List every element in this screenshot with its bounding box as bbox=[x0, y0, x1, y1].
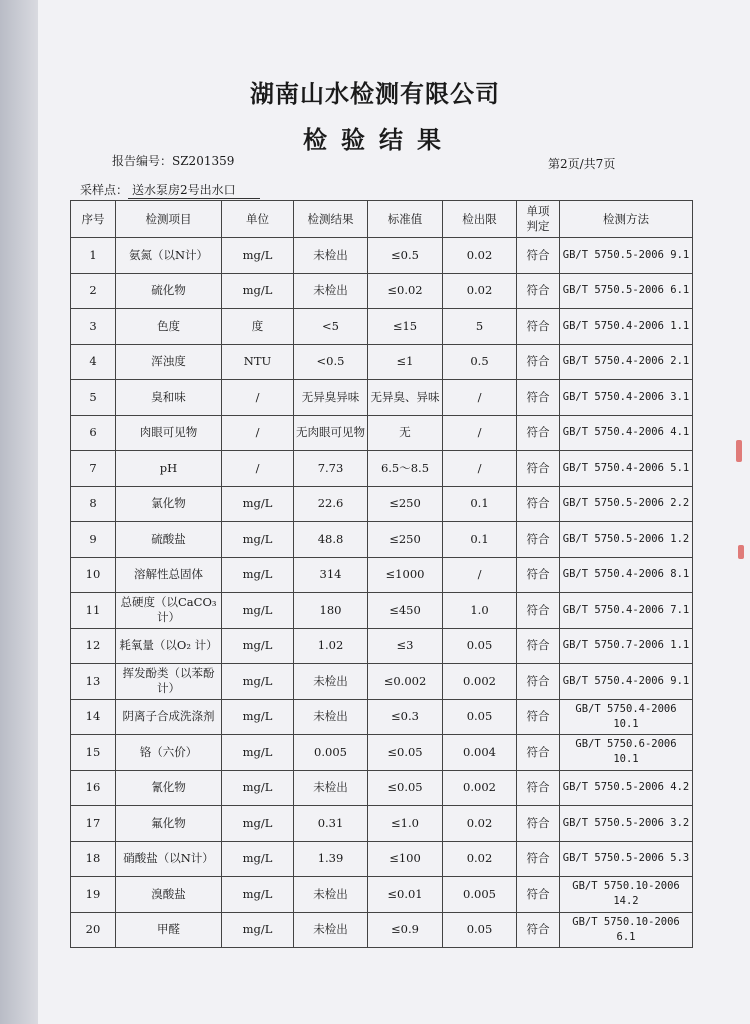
cell-no: 9 bbox=[71, 522, 116, 558]
cell-limit: 0.004 bbox=[443, 735, 517, 771]
cell-result: <5 bbox=[294, 309, 368, 345]
cell-limit: 0.1 bbox=[443, 486, 517, 522]
cell-item: 氯化物 bbox=[116, 486, 222, 522]
cell-method: GB/T 5750.5-2006 1.2 bbox=[560, 522, 693, 558]
cell-item: pH bbox=[116, 451, 222, 487]
cell-result: 未检出 bbox=[294, 770, 368, 806]
column-header-judgement: 单项判定 bbox=[517, 201, 560, 238]
cell-item: 甲醛 bbox=[116, 912, 222, 948]
cell-unit: mg/L bbox=[222, 912, 294, 948]
table-row bbox=[71, 238, 693, 274]
column-header-no: 序号 bbox=[71, 201, 116, 238]
cell-limit: / bbox=[443, 557, 517, 593]
cell-method: GB/T 5750.5-2006 2.2 bbox=[560, 486, 693, 522]
column-header-method: 检测方法 bbox=[560, 201, 693, 238]
table-row bbox=[71, 415, 693, 451]
cell-standard: ≤0.5 bbox=[368, 238, 443, 274]
table-row bbox=[71, 735, 693, 771]
cell-limit: 0.05 bbox=[443, 699, 517, 735]
sample-point bbox=[80, 181, 260, 199]
column-header-standard: 标准值 bbox=[368, 201, 443, 238]
cell-method: GB/T 5750.5-2006 5.3 bbox=[560, 841, 693, 877]
cell-limit: 0.02 bbox=[443, 238, 517, 274]
cell-method: GB/T 5750.4-2006 10.1 bbox=[560, 699, 693, 735]
cell-unit: mg/L bbox=[222, 806, 294, 842]
cell-limit: 0.02 bbox=[443, 273, 517, 309]
table-row bbox=[71, 380, 693, 416]
column-header-unit: 单位 bbox=[222, 201, 294, 238]
table-row bbox=[71, 273, 693, 309]
cell-method: GB/T 5750.10-2006 14.2 bbox=[560, 877, 693, 913]
cell-result: <0.5 bbox=[294, 344, 368, 380]
cell-judgement: 符合 bbox=[517, 415, 560, 451]
sample-point-value: 送水泵房2号出水口 bbox=[128, 181, 260, 199]
cell-method: GB/T 5750.4-2006 1.1 bbox=[560, 309, 693, 345]
cell-standard: ≤1000 bbox=[368, 557, 443, 593]
cell-result: 314 bbox=[294, 557, 368, 593]
cell-standard: ≤100 bbox=[368, 841, 443, 877]
cell-limit: 1.0 bbox=[443, 593, 517, 629]
table-row bbox=[71, 451, 693, 487]
cell-no: 1 bbox=[71, 238, 116, 274]
cell-result: 未检出 bbox=[294, 877, 368, 913]
cell-no: 14 bbox=[71, 699, 116, 735]
cell-unit: mg/L bbox=[222, 522, 294, 558]
cell-judgement: 符合 bbox=[517, 238, 560, 274]
cell-standard: ≤0.3 bbox=[368, 699, 443, 735]
cell-result: 1.02 bbox=[294, 628, 368, 664]
cell-unit: mg/L bbox=[222, 877, 294, 913]
cell-method: GB/T 5750.6-2006 10.1 bbox=[560, 735, 693, 771]
column-header-item: 检测项目 bbox=[116, 201, 222, 238]
cell-judgement: 符合 bbox=[517, 593, 560, 629]
cell-unit: mg/L bbox=[222, 628, 294, 664]
cell-limit: 0.002 bbox=[443, 770, 517, 806]
stamp-edge-mark bbox=[736, 440, 742, 462]
cell-judgement: 符合 bbox=[517, 380, 560, 416]
cell-unit: mg/L bbox=[222, 486, 294, 522]
cell-standard: ≤3 bbox=[368, 628, 443, 664]
cell-method: GB/T 5750.4-2006 4.1 bbox=[560, 415, 693, 451]
cell-method: GB/T 5750.5-2006 4.2 bbox=[560, 770, 693, 806]
cell-item: 色度 bbox=[116, 309, 222, 345]
cell-judgement: 符合 bbox=[517, 557, 560, 593]
cell-standard: ≤450 bbox=[368, 593, 443, 629]
cell-limit: 0.5 bbox=[443, 344, 517, 380]
cell-result: 7.73 bbox=[294, 451, 368, 487]
cell-unit: mg/L bbox=[222, 238, 294, 274]
cell-limit: 5 bbox=[443, 309, 517, 345]
cell-judgement: 符合 bbox=[517, 735, 560, 771]
cell-result: 180 bbox=[294, 593, 368, 629]
table-row bbox=[71, 806, 693, 842]
cell-standard: ≤0.9 bbox=[368, 912, 443, 948]
cell-item: 耗氧量（以O₂ 计） bbox=[116, 628, 222, 664]
cell-no: 18 bbox=[71, 841, 116, 877]
cell-item: 硫酸盐 bbox=[116, 522, 222, 558]
cell-method: GB/T 5750.4-2006 2.1 bbox=[560, 344, 693, 380]
cell-unit: mg/L bbox=[222, 735, 294, 771]
cell-judgement: 符合 bbox=[517, 912, 560, 948]
cell-no: 6 bbox=[71, 415, 116, 451]
cell-limit: 0.005 bbox=[443, 877, 517, 913]
cell-method: GB/T 5750.5-2006 3.2 bbox=[560, 806, 693, 842]
cell-judgement: 符合 bbox=[517, 344, 560, 380]
cell-unit: mg/L bbox=[222, 699, 294, 735]
cell-judgement: 符合 bbox=[517, 451, 560, 487]
cell-no: 15 bbox=[71, 735, 116, 771]
table-row bbox=[71, 841, 693, 877]
cell-result: 无肉眼可见物 bbox=[294, 415, 368, 451]
cell-unit: mg/L bbox=[222, 841, 294, 877]
cell-unit: mg/L bbox=[222, 770, 294, 806]
cell-unit: mg/L bbox=[222, 557, 294, 593]
cell-unit: / bbox=[222, 451, 294, 487]
cell-standard: ≤250 bbox=[368, 486, 443, 522]
document-title: 检验结果 bbox=[303, 126, 455, 154]
cell-method: GB/T 5750.7-2006 1.1 bbox=[560, 628, 693, 664]
cell-judgement: 符合 bbox=[517, 841, 560, 877]
cell-item: 硝酸盐（以N计） bbox=[116, 841, 222, 877]
cell-standard: ≤0.05 bbox=[368, 770, 443, 806]
cell-method: GB/T 5750.4-2006 5.1 bbox=[560, 451, 693, 487]
cell-method: GB/T 5750.4-2006 8.1 bbox=[560, 557, 693, 593]
cell-no: 19 bbox=[71, 877, 116, 913]
cell-item: 铬（六价） bbox=[116, 735, 222, 771]
cell-method: GB/T 5750.4-2006 7.1 bbox=[560, 593, 693, 629]
cell-result: 未检出 bbox=[294, 238, 368, 274]
cell-limit: 0.02 bbox=[443, 841, 517, 877]
cell-judgement: 符合 bbox=[517, 309, 560, 345]
cell-unit: 度 bbox=[222, 309, 294, 345]
cell-standard: ≤15 bbox=[368, 309, 443, 345]
cell-result: 未检出 bbox=[294, 664, 368, 700]
cell-standard: ≤1.0 bbox=[368, 806, 443, 842]
cell-judgement: 符合 bbox=[517, 628, 560, 664]
cell-unit: / bbox=[222, 380, 294, 416]
cell-limit: / bbox=[443, 380, 517, 416]
table-row bbox=[71, 344, 693, 380]
cell-judgement: 符合 bbox=[517, 877, 560, 913]
cell-judgement: 符合 bbox=[517, 273, 560, 309]
cell-no: 3 bbox=[71, 309, 116, 345]
cell-no: 8 bbox=[71, 486, 116, 522]
cell-limit: / bbox=[443, 451, 517, 487]
table-row bbox=[71, 912, 693, 948]
cell-item: 硫化物 bbox=[116, 273, 222, 309]
cell-judgement: 符合 bbox=[517, 699, 560, 735]
cell-unit: NTU bbox=[222, 344, 294, 380]
cell-judgement: 符合 bbox=[517, 806, 560, 842]
cell-judgement: 符合 bbox=[517, 486, 560, 522]
results-table bbox=[70, 200, 693, 948]
cell-method: GB/T 5750.4-2006 9.1 bbox=[560, 664, 693, 700]
cell-item: 肉眼可见物 bbox=[116, 415, 222, 451]
cell-limit: 0.05 bbox=[443, 912, 517, 948]
cell-item: 氨氮（以N计） bbox=[116, 238, 222, 274]
cell-item: 溶解性总固体 bbox=[116, 557, 222, 593]
cell-no: 12 bbox=[71, 628, 116, 664]
cell-limit: 0.05 bbox=[443, 628, 517, 664]
cell-no: 11 bbox=[71, 593, 116, 629]
cell-standard: ≤0.002 bbox=[368, 664, 443, 700]
sample-point-label: 采样点： bbox=[80, 183, 129, 197]
cell-limit: 0.02 bbox=[443, 806, 517, 842]
cell-result: 0.31 bbox=[294, 806, 368, 842]
table-header-row bbox=[71, 201, 693, 238]
table-row bbox=[71, 522, 693, 558]
cell-no: 13 bbox=[71, 664, 116, 700]
cell-judgement: 符合 bbox=[517, 770, 560, 806]
cell-item: 阴离子合成洗涤剂 bbox=[116, 699, 222, 735]
cell-judgement: 符合 bbox=[517, 664, 560, 700]
cell-item: 氟化物 bbox=[116, 806, 222, 842]
table-row bbox=[71, 593, 693, 629]
cell-standard: 无异臭、异味 bbox=[368, 380, 443, 416]
cell-unit: mg/L bbox=[222, 664, 294, 700]
table-row bbox=[71, 486, 693, 522]
cell-no: 20 bbox=[71, 912, 116, 948]
cell-result: 无异臭异味 bbox=[294, 380, 368, 416]
cell-standard: 无 bbox=[368, 415, 443, 451]
cell-result: 48.8 bbox=[294, 522, 368, 558]
cell-result: 0.005 bbox=[294, 735, 368, 771]
cell-no: 4 bbox=[71, 344, 116, 380]
cell-standard: ≤0.01 bbox=[368, 877, 443, 913]
cell-result: 22.6 bbox=[294, 486, 368, 522]
company-name: 湖南山水检测有限公司 bbox=[250, 80, 500, 108]
cell-limit: 0.1 bbox=[443, 522, 517, 558]
cell-judgement: 符合 bbox=[517, 522, 560, 558]
cell-standard: 6.5～8.5 bbox=[368, 451, 443, 487]
cell-unit: mg/L bbox=[222, 593, 294, 629]
cell-no: 5 bbox=[71, 380, 116, 416]
cell-item: 总硬度（以CaCO₃计） bbox=[116, 593, 222, 629]
cell-method: GB/T 5750.5-2006 6.1 bbox=[560, 273, 693, 309]
cell-method: GB/T 5750.5-2006 9.1 bbox=[560, 238, 693, 274]
cell-no: 2 bbox=[71, 273, 116, 309]
column-header-limit: 检出限 bbox=[443, 201, 517, 238]
cell-unit: / bbox=[222, 415, 294, 451]
column-header-result: 检测结果 bbox=[294, 201, 368, 238]
table-row bbox=[71, 664, 693, 700]
cell-item: 浑浊度 bbox=[116, 344, 222, 380]
report-number: 报告编号：SZ201359 bbox=[112, 154, 235, 168]
page-indicator: 第2页/共7页 bbox=[548, 157, 616, 171]
cell-result: 1.39 bbox=[294, 841, 368, 877]
cell-no: 16 bbox=[71, 770, 116, 806]
cell-unit: mg/L bbox=[222, 273, 294, 309]
cell-standard: ≤0.02 bbox=[368, 273, 443, 309]
table-row bbox=[71, 770, 693, 806]
cell-result: 未检出 bbox=[294, 699, 368, 735]
cell-standard: ≤0.05 bbox=[368, 735, 443, 771]
cell-method: GB/T 5750.4-2006 3.1 bbox=[560, 380, 693, 416]
cell-method: GB/T 5750.10-2006 6.1 bbox=[560, 912, 693, 948]
cell-standard: ≤1 bbox=[368, 344, 443, 380]
cell-no: 10 bbox=[71, 557, 116, 593]
cell-limit: / bbox=[443, 415, 517, 451]
cell-item: 臭和味 bbox=[116, 380, 222, 416]
cell-no: 7 bbox=[71, 451, 116, 487]
table-row bbox=[71, 877, 693, 913]
cell-no: 17 bbox=[71, 806, 116, 842]
cell-item: 溴酸盐 bbox=[116, 877, 222, 913]
table-row bbox=[71, 628, 693, 664]
cell-item: 氰化物 bbox=[116, 770, 222, 806]
cell-limit: 0.002 bbox=[443, 664, 517, 700]
cell-result: 未检出 bbox=[294, 273, 368, 309]
table-row bbox=[71, 699, 693, 735]
table-row bbox=[71, 309, 693, 345]
cell-result: 未检出 bbox=[294, 912, 368, 948]
cell-standard: ≤250 bbox=[368, 522, 443, 558]
stamp-edge-mark bbox=[738, 545, 744, 559]
cell-item: 挥发酚类（以苯酚计） bbox=[116, 664, 222, 700]
table-row bbox=[71, 557, 693, 593]
